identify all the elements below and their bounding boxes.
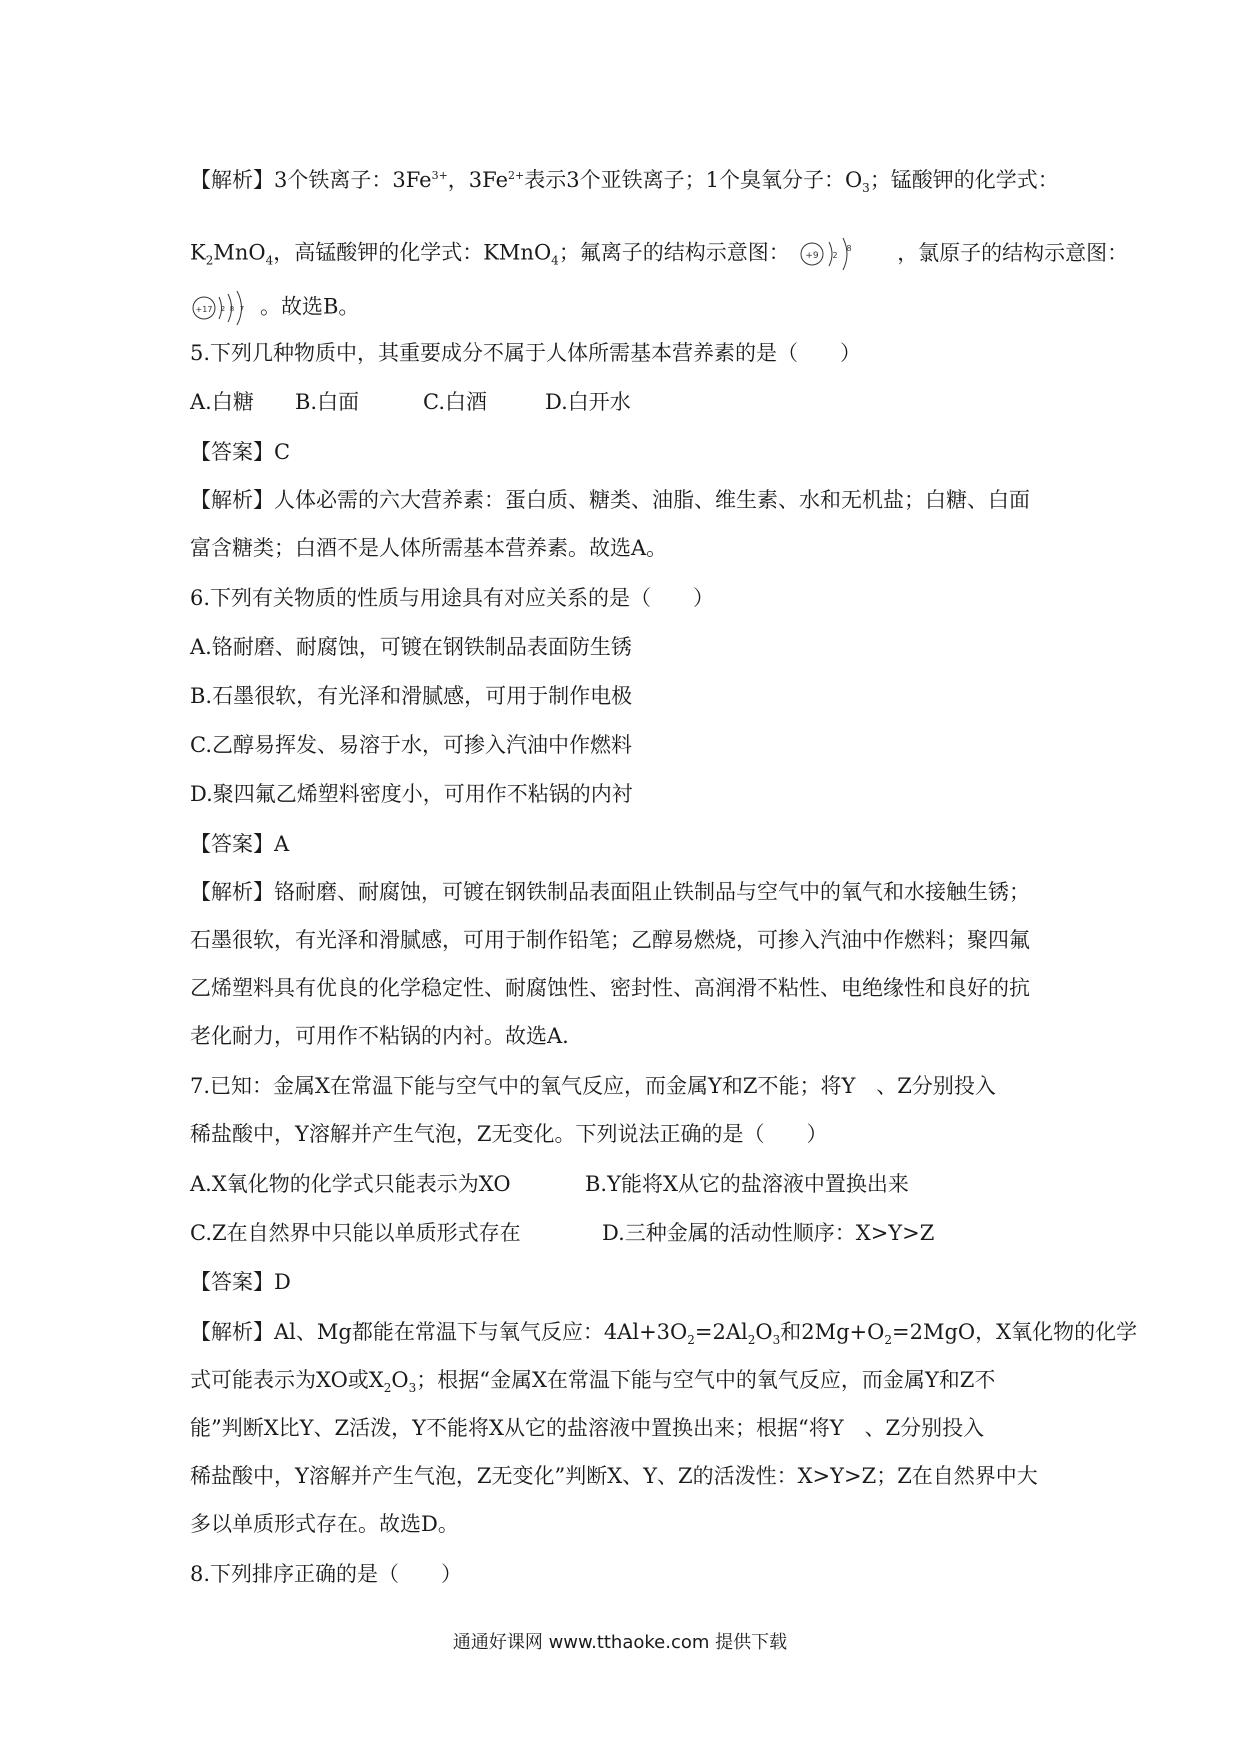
q7-analysis-line-2: 式可能表示为XO或$X_2O_3$；根据“金属X在常温下能与空气中的氧气反应，而金属Y和Z不 [190,1368,996,1396]
q6-option-d: D.聚四氟乙烯塑料密度小，可用作不粘锅的内衬 [190,782,633,806]
q6-answer: 【答案】A [190,832,290,856]
q5-analysis-line-1: 【解析】人体必需的六大营养素：蛋白质、糖类、油脂、维生素、水和无机盐；白糖、白面 [190,488,1030,512]
fluoride-shell-2-label: 8 [845,244,852,253]
q7-option-d: D.三种金属的活动性顺序：X>Y>Z [602,1221,935,1245]
chlorine-nucleus-label: +17 [195,305,213,314]
page-footer: 通通好课网 www.tthaoke.com 提供下载 [452,1632,788,1653]
q7-analysis-line-3: 能”判断X比Y、Z活泼，Y不能将X从它的盐溶液中置换出来；根据“将Y 、Z分别投入 [190,1416,985,1440]
q7-options-row-2 [190,1218,1070,1248]
q7-question-line-2: 稀盐酸中，Y溶解并产生气泡，Z无变化。下列说法正确的是（ ） [190,1122,828,1146]
q5-option-b: B.白面 [295,390,360,414]
q6-analysis-line-2: 石墨很软，有光泽和滑腻感，可用于制作铅笔；乙醇易燃烧，可掺入汽油中作燃料；聚四氟 [190,928,1030,952]
q4-analysis-line-3: +17 2 8 7 。故选B。 [190,288,1070,328]
q7-option-b: B.Y能将X从它的盐溶液中置换出来 [585,1172,909,1196]
fluoride-shell-1-label: 2 [831,251,838,260]
q6-analysis-line-1: 【解析】铬耐磨、耐腐蚀，可镀在钢铁制品表面阻止铁制品与空气中的氧气和水接触生锈； [190,880,1030,904]
q7-analysis-line-4: 稀盐酸中，Y溶解并产生气泡，Z无变化”判断X、Y、Z的活泼性：X>Y>Z；Z在自然界中大 [190,1464,1038,1488]
q6-option-b: B.石墨很软，有光泽和滑腻感，可用于制作电极 [190,684,633,708]
q6-analysis-line-3: 乙烯塑料具有优良的化学稳定性、耐腐蚀性、密封性、高润滑不粘性、电绝缘性和良好的抗 [190,976,1030,1000]
chlorine-shell-1-label: 2 [220,305,226,313]
q7-analysis-line-1: 【解析】Al、Mg都能在常温下与氧气反应：$4Al+3O_2=2Al_2O_3$和$2Mg+O_2=2MgO$，X氧化物的化学 [190,1320,1138,1348]
q5-answer: 【答案】C [190,440,291,464]
q6-analysis-line-4: 老化耐力，可用作不粘锅的内衬。故选A. [190,1024,569,1048]
q5-question: 5.下列几种物质中，其重要成分不属于人体所需基本营养素的是（ ） [190,341,862,365]
q5-options [190,387,1070,417]
chlorine-shell-3-label: 7 [239,305,245,313]
q4-analysis-line-2: $K_2MnO_4$，高锰酸钾的化学式：KMnO$_4$；氟离子的结构示意图： +9 2 8 ，氯原子的结构示意图： [190,232,1070,276]
q7-options-row-1 [190,1169,1070,1199]
q7-answer: 【答案】D [190,1270,291,1294]
fluoride-nucleus-label: +9 [804,251,819,261]
q5-analysis-line-2: 富含糖类；白酒不是人体所需基本营养素。故选A。 [190,536,668,560]
q5-option-d: D.白开水 [545,390,631,414]
q4-analysis-line-1: 【解析】3个铁离子：$3Fe^{3+}$，$3Fe^{2+}$表示3个亚铁离子；1个臭氧分子：$O_3$；锰酸钾的化学式： [190,168,1059,196]
q7-option-c: C.Z在自然界中只能以单质形式存在 [190,1221,521,1245]
q5-option-a: A.白糖 [190,390,254,414]
q7-analysis-line-5: 多以单质形式存在。故选D。 [190,1512,459,1536]
q6-option-a: A.铬耐磨、耐腐蚀，可镀在钢铁制品表面防生锈 [190,635,632,659]
chlorine-shell-2-label: 8 [229,305,235,313]
q7-question-line-1: 7.已知：金属X在常温下能与空气中的氧气反应，而金属Y和Z不能；将Y 、Z分别投入 [190,1074,996,1098]
q5-option-c: C.白酒 [423,390,487,414]
fluoride-ion-structure-diagram [797,232,877,276]
chlorine-atom-structure-diagram [190,288,260,328]
q8-question: 8.下列排序正确的是（ ） [190,1562,463,1586]
q6-option-c: C.乙醇易挥发、易溶于水，可掺入汽油中作燃料 [190,733,632,757]
q7-option-a: A.X氧化物的化学式只能表示为XO [190,1172,511,1196]
q6-question: 6.下列有关物质的性质与用途具有对应关系的是（ ） [190,586,715,610]
